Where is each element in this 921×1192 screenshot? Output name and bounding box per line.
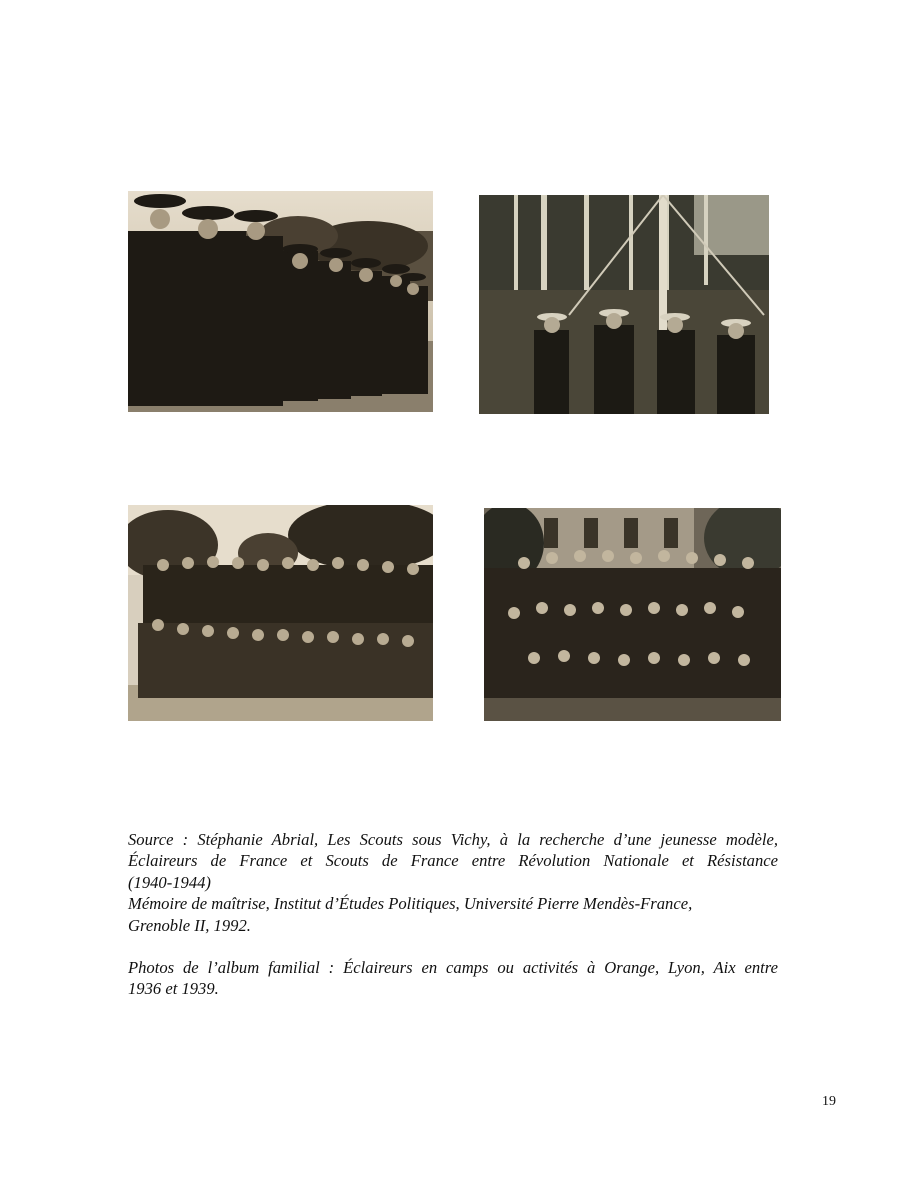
- caption-line: Éclaireurs de France et Scouts de France entre Révolution Nationale et Résistance: [128, 851, 778, 871]
- scouts-group-standing-photo: [128, 191, 433, 412]
- page-number: 19: [822, 1094, 836, 1109]
- caption-line: Mémoire de maîtrise, Institut d’Études Politiques, Université Pierre Mendès-France,: [128, 894, 693, 914]
- caption-line: (1940-1944): [128, 872, 211, 892]
- scouts-group-building-photo: [484, 508, 781, 721]
- caption-line: Source : Stéphanie Abrial, Les Scouts sous Vichy, à la recherche d’une jeunesse modèle,: [128, 830, 778, 849]
- scouts-flagpole-forest-photo: [479, 195, 769, 414]
- scouts-large-group-outdoor-photo: [128, 505, 433, 721]
- caption-line: Grenoble II, 1992.: [128, 915, 251, 935]
- caption-line: Photos de l’album familial : Éclaireurs en camps ou activités à Orange, Lyon, Aix entre: [128, 958, 778, 978]
- caption-line: 1936 et 1939.: [128, 979, 219, 999]
- photo-caption: [128, 829, 778, 1000]
